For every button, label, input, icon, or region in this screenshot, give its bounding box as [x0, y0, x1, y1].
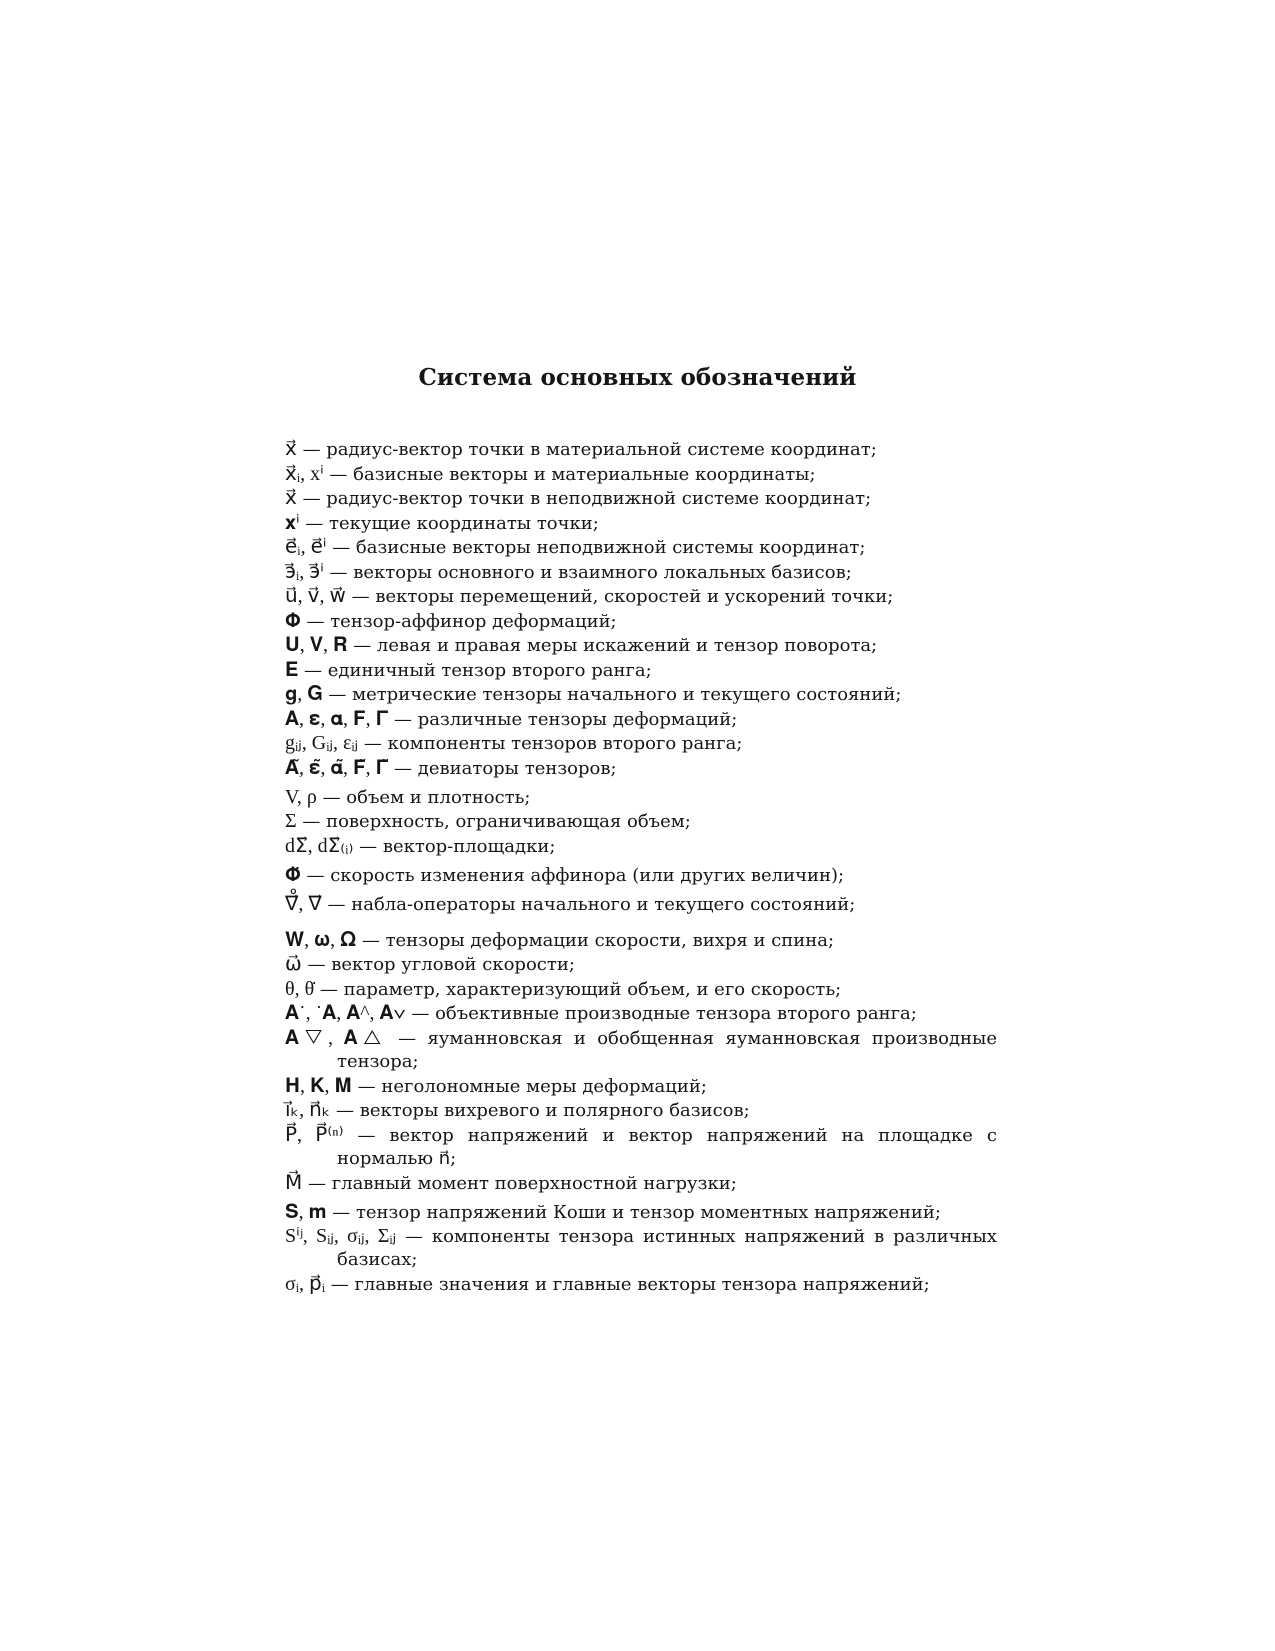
notation-description: — тензоры деформации скорости, вихря и спина; — [356, 929, 835, 951]
notation-entry — [285, 864, 945, 893]
notation-symbol: 𝚽̇ — [285, 863, 301, 886]
notation-symbol: 𝚽 — [285, 609, 301, 632]
notation-description: — метрические тензоры начального и текущего состояний; — [322, 684, 902, 705]
notation-entry — [285, 978, 945, 1003]
notation-description: — компоненты тензоров второго ранга; — [358, 733, 743, 754]
notation-entry — [285, 463, 945, 488]
notation-entry — [285, 732, 945, 757]
notation-description: — радиус-вектор точки в материальной системе координат; — [296, 439, 877, 460]
notation-description: — девиаторы тензоров; — [388, 757, 617, 779]
notation-symbol: x⃗ — [285, 487, 297, 509]
notation-entry — [285, 786, 945, 811]
notation-symbol: P⃗, P⃗⁽ⁿ⁾ — [285, 1123, 344, 1146]
notation-description: — главные значения и главные векторы тензора напряжений; — [325, 1274, 930, 1295]
notation-entry — [285, 1225, 997, 1273]
notation-entry — [285, 487, 945, 512]
notation-entry — [285, 561, 945, 586]
notation-entry — [285, 708, 945, 733]
notation-description: — яуманновская и обобщенная яуманновская производные тензора; — [337, 1027, 998, 1072]
page-title: Система основных обозначений — [418, 364, 857, 391]
notation-entry — [285, 683, 945, 708]
notation-entry — [285, 1273, 945, 1298]
notation-description: — векторы основного и взаимного локальных базисов; — [323, 561, 852, 583]
notation-description: — различные тензоры деформаций; — [388, 708, 738, 730]
notation-symbol: 𝐄 — [285, 658, 299, 681]
notation-symbol: ∇⃗̊, ∇⃗ — [285, 892, 322, 915]
notation-entry — [285, 1002, 945, 1027]
notation-symbol: 𝐀, 𝛆, 𝛂, 𝐅, 𝚪 — [285, 707, 389, 730]
notation-symbol: M⃗ — [285, 1171, 303, 1194]
notation-symbol: θ, θ̇ — [285, 977, 315, 1000]
notation-entry — [285, 585, 945, 610]
notation-description: — главный момент поверхностной нагрузки; — [302, 1172, 737, 1194]
notation-symbol: u⃗, v⃗, w⃗ — [285, 585, 346, 607]
notation-symbol: dΣ⃗, dΣ⃗₍ᵢ₎ — [285, 834, 354, 857]
notation-symbol: i⃗ₖ, n⃗ₖ — [285, 1099, 331, 1121]
notation-entry — [285, 1201, 945, 1226]
notation-description: — вектор-площадки; — [353, 835, 556, 857]
notation-entry — [285, 929, 945, 954]
notation-symbol: 𝐒, 𝐦 — [285, 1200, 327, 1223]
notation-symbol: gᵢⱼ, Gᵢⱼ, εᵢⱼ — [285, 732, 359, 754]
notation-description: — вектор угловой скорости; — [301, 954, 575, 975]
notation-symbol: 𝐇, 𝐊, 𝐌 — [285, 1074, 352, 1097]
notation-description: — тензор-аффинор деформаций; — [300, 610, 617, 632]
notation-description: — радиус-вектор точки в неподвижной системе координат; — [296, 488, 872, 509]
notation-symbol: Sⁱʲ, Sᵢⱼ, σᵢⱼ, Σᵢⱼ — [285, 1225, 397, 1247]
notation-entry — [285, 835, 945, 864]
notation-entry — [285, 536, 945, 561]
notation-description: — единичный тензор второго ранга; — [298, 659, 652, 681]
notation-description: — вектор напряжений и вектор напряжений на площадке с нормалью n⃗; — [337, 1124, 998, 1169]
notation-symbol: 𝐱ⁱ — [285, 511, 300, 534]
notation-entry — [285, 1026, 998, 1075]
notation-entry — [285, 659, 945, 684]
notation-symbol: x⃗ᵢ, xⁱ — [285, 462, 324, 485]
notation-symbol: 𝐔, 𝐕, 𝐑 — [285, 634, 348, 656]
notation-entry — [285, 512, 945, 537]
notation-entry — [285, 1123, 998, 1172]
notation-description: — объем и плотность; — [316, 786, 531, 808]
notation-description: — объективные производные тензора второго ранга; — [405, 1003, 917, 1024]
notation-symbol: 𝐀̃, 𝛆̃, 𝛂̃, 𝐅̃, 𝚪̃ — [285, 756, 389, 779]
notation-list — [285, 438, 998, 1298]
notation-symbol: э⃗ᵢ, э⃗ⁱ — [285, 560, 324, 583]
notation-symbol: 𝐠, 𝐆 — [285, 683, 323, 705]
notation-symbol: Σ — [285, 810, 297, 832]
notation-symbol: e⃗ᵢ, e⃗ⁱ — [285, 536, 327, 558]
notation-entry — [285, 1075, 945, 1100]
notation-symbol: 𝐀▽, 𝐀△ — [285, 1026, 387, 1049]
notation-entry — [285, 757, 945, 786]
notation-description: — базисные векторы неподвижной системы координат; — [326, 537, 866, 558]
notation-symbol: V, ρ — [285, 785, 317, 808]
notation-description: — текущие координаты точки; — [299, 512, 599, 534]
notation-description: — тензор напряжений Коши и тензор моментных напряжений; — [326, 1201, 941, 1223]
notation-symbol: 𝐖, 𝛚, 𝛀 — [285, 928, 357, 951]
notation-description: — базисные векторы и материальные координаты; — [323, 463, 816, 485]
notation-symbol: 𝐀˙, ˙𝐀, 𝐀^, 𝐀∨ — [285, 1002, 406, 1024]
notation-description: — неголономные меры деформаций; — [351, 1075, 707, 1097]
notation-description: — набла-операторы начального и текущего состояний; — [321, 893, 856, 915]
notation-symbol: σᵢ, p⃗ᵢ — [285, 1273, 326, 1295]
notation-entry — [285, 1172, 945, 1201]
notation-symbol: x⃗ — [285, 438, 297, 460]
notation-symbol: ω⃗ — [285, 953, 302, 975]
notation-entry — [285, 810, 945, 835]
notation-description: — компоненты тензора истинных напряжений в различных базисах; — [337, 1226, 997, 1270]
notation-description: — векторы перемещений, скоростей и ускорений точки; — [345, 586, 894, 607]
notation-entry — [285, 438, 945, 463]
notation-entry — [285, 634, 945, 659]
notation-entry — [285, 953, 945, 978]
notation-description: — параметр, характеризующий объем, и его скорость; — [314, 978, 842, 1000]
notation-entry — [285, 610, 945, 635]
notation-description: — поверхность, ограничивающая объем; — [296, 811, 691, 832]
notation-entry — [285, 1099, 945, 1124]
notation-description: — векторы вихревого и полярного базисов; — [330, 1100, 750, 1121]
notation-entry — [285, 893, 945, 929]
notation-description: — левая и правая меры искажений и тензор поворота; — [347, 635, 878, 656]
notation-description: — скорость изменения аффинора (или других величин); — [300, 864, 845, 886]
